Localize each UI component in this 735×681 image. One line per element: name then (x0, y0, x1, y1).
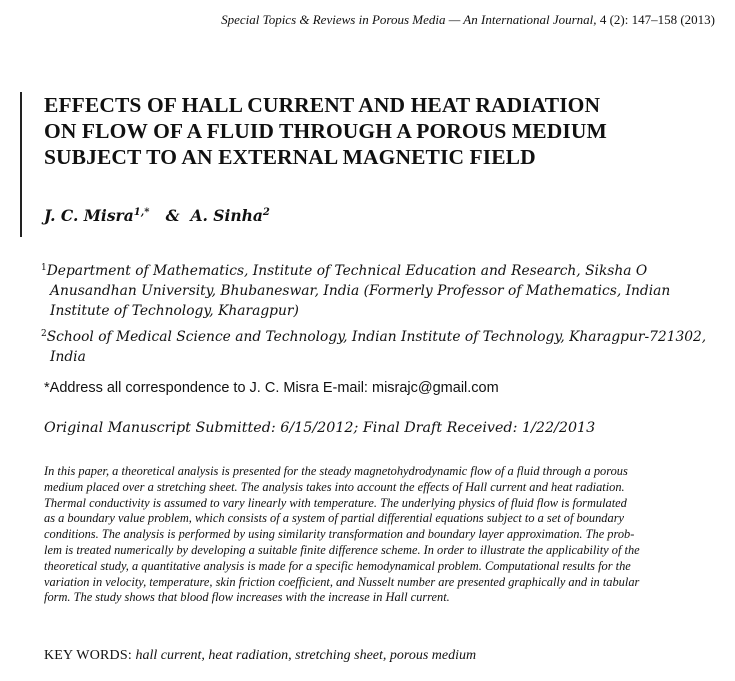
abstract-line: In this paper, a theoretical analysis is presented for the steady magnetohydrodynamic flow of a fluid through a porous (44, 464, 628, 478)
affiliation-line: Department of Mathematics, Institute of Technical Education and Research, Siksha O (46, 263, 648, 279)
title-line: ON FLOW OF A FLUID THROUGH A POROUS MEDIUM (44, 119, 607, 143)
affiliation-2 (41, 324, 706, 367)
abstract-line: medium placed over a stretching sheet. The analysis takes into account the effects of Hall current and heat radiation. (44, 479, 625, 494)
affiliation-number: 2 (41, 329, 47, 339)
journal-header (221, 12, 715, 28)
manuscript-dates: Original Manuscript Submitted: 6/15/2012; Final Draft Received: 1/22/2013 (44, 420, 596, 436)
affiliation-1 (41, 258, 670, 321)
author-name: J. C. Misra (44, 206, 134, 225)
abstract (44, 464, 724, 606)
correspondence: *Address all correspondence to J. C. Misra E-mail: misrajc@gmail.com (44, 380, 499, 396)
title-rule (20, 92, 22, 237)
abstract-line: Thermal conductivity is assumed to vary linearly with temperature. The underlying physics of fluid flow is formulated (44, 495, 627, 510)
keywords-label: KEY WORDS: (44, 648, 132, 663)
journal-name: Special Topics & Reviews in Porous Media — An International Journal, (221, 12, 597, 27)
author-superscript: 1,* (133, 207, 150, 218)
affiliation-line: School of Medical Science and Technology, Indian Institute of Technology, Kharagpur-721302, (46, 329, 707, 345)
abstract-line: form. The study shows that blood flow increases with the increase in Hall current. (44, 590, 450, 605)
author-superscript: 2 (262, 207, 270, 218)
affiliation-number: 1 (41, 263, 47, 273)
author-list (44, 206, 270, 225)
paper-title (44, 92, 724, 170)
title-line: SUBJECT TO AN EXTERNAL MAGNETIC FIELD (44, 145, 536, 169)
affiliation-line: Anusandhan University, Bhubaneswar, India (Formerly Professor of Mathematics, Indian (50, 283, 671, 299)
affiliation-line: Institute of Technology, Kharagpur) (50, 303, 299, 319)
author-name: A. Sinha (190, 206, 263, 225)
keywords (44, 648, 476, 664)
abstract-line: theoretical study, a quantitative analysis is made for a specific hemodynamical problem. Computational results for the (44, 558, 631, 573)
abstract-line: as a boundary value problem, which consists of a system of partial differential equations subject to a set of boundary (44, 511, 625, 526)
abstract-line: conditions. The analysis is performed by using similarity transformation and boundary layer approximation. The prob- (44, 527, 635, 542)
citation: 4 (2): 147–158 (2013) (596, 12, 715, 27)
abstract-line: lem is treated numerically by developing a suitable finite difference scheme. In order to illustrate the applicability of the (44, 542, 640, 557)
keywords-text: hall current, heat radiation, stretching sheet, porous medium (131, 648, 477, 663)
author-separator: & (165, 206, 180, 225)
affiliation-line: India (50, 349, 86, 365)
title-line: EFFECTS OF HALL CURRENT AND HEAT RADIATION (44, 93, 601, 117)
abstract-line: variation in velocity, temperature, skin friction coefficient, and Nusselt number are presented graphically and in tabular (44, 574, 640, 589)
